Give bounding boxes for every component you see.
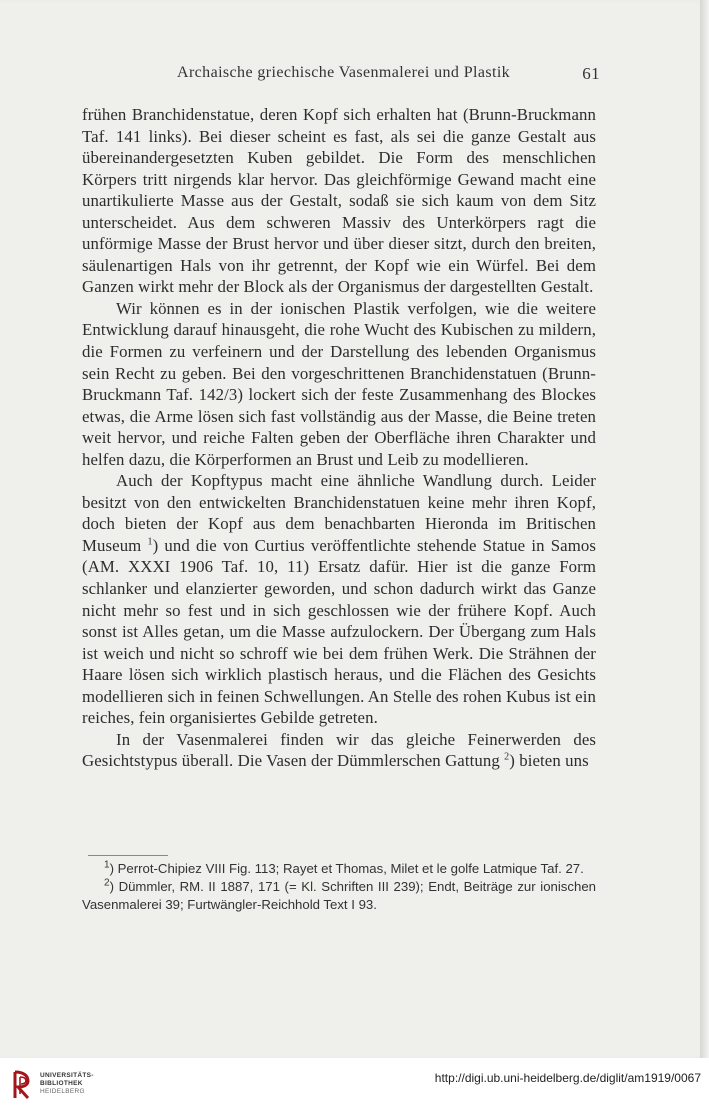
logo-line: UNIVERSITÄTS- xyxy=(40,1072,94,1079)
page-number: 61 xyxy=(582,64,600,83)
paragraph xyxy=(82,298,596,470)
footnote-text: ) Perrot-Chipiez VIII Fig. 113; Rayet et Thomas, Milet et le golfe Latmique Taf. 27. xyxy=(109,861,584,876)
paragraph xyxy=(82,729,596,772)
logo-line: HEIDELBERG xyxy=(40,1088,85,1095)
body-text xyxy=(82,104,596,772)
library-logo-text xyxy=(40,1072,94,1096)
footnote-mark: 1 xyxy=(104,859,110,871)
footnote-ref[interactable]: 2 xyxy=(504,751,510,763)
footnote-divider xyxy=(88,855,168,856)
paragraph xyxy=(82,104,596,298)
footnote-ref[interactable]: 1 xyxy=(147,536,153,548)
footnote-mark: 2 xyxy=(104,877,110,889)
logo-line: BIBLIOTHEK xyxy=(40,1080,83,1087)
footnotes xyxy=(82,860,596,914)
paragraph-text: frühen Branchidenstatue, deren Kopf sich erhalten hat (Brunn-Bruckmann Taf. 141 links). Bei dieser scheint es fast, als sei die ganze Gestalt aus übereinandergesetzten Kuben gebildet. Die Form des menschlichen Körpers tritt nirgends klar hervor. Das gleichförmige Gewand macht eine unartikulierte Masse aus der Gestalt, sodaß sie sich kaum von dem Sitz unterscheidet. Aus dem schweren Massiv des Unterkörpers ragt die unförmige Masse der Brust hervor und über dieser sitzt, durch den breiten, säulenartigen Hals von ihr getrennt, der Kopf wie ein Würfel. Bei dem Ganzen wirkt mehr der Block als der Organismus der dargestellten Gestalt. xyxy=(82,105,596,297)
running-title: Archaische griechische Vasenmalerei und Plastik xyxy=(177,64,511,81)
paragraph-text: Wir können es in der ionischen Plastik verfolgen, wie die weitere Entwicklung darauf hinausgeht, die rohe Wucht des Kubischen zu mildern, die Formen zu verfeinern und der Darstellung des lebenden Organismus sein Recht zu geben. Bei den vorgeschrittenen Branchidenstatuen (Brunn-Bruckmann Taf. 142/3) lockert sich der feste Zusammenhang des Blockes etwas, die Arme lösen sich fast vollständig aus der Masse, die Beine treten weit hervor, und reiche Falten geben der Oberfläche ihren Charakter und helfen dazu, die Körperformen an Brust und Leib zu modellieren. xyxy=(82,298,596,469)
page-edge xyxy=(700,0,709,1058)
running-header xyxy=(82,64,600,88)
permalink-url[interactable]: http://digi.ub.uni-heidelberg.de/diglit/am1919/0067 xyxy=(434,1071,701,1085)
footnote xyxy=(82,878,596,914)
paragraph-text: In der Vasenmalerei finden wir das gleiche Feinerwerden des Gesichtstypus überall. Die Vasen der Dümmlerschen Gattung xyxy=(82,729,596,771)
footnote xyxy=(82,860,596,878)
viewer-footer xyxy=(0,1058,709,1112)
library-logo-icon[interactable] xyxy=(8,1068,36,1102)
paragraph-text: ) bieten uns xyxy=(509,751,589,771)
footnote-text: ) Dümmler, RM. II 1887, 171 (= Kl. Schriften III 239); Endt, Beiträge zur ionischen Vasenmalerei 39; Furtwängler-Reichhold Text I 93. xyxy=(82,879,596,912)
paragraph-text: ) und die von Curtius veröffentlichte stehende Statue in Samos (AM. XXXI 1906 Taf. 10, 11) Ersatz dafür. Hier ist die ganze Form schlanker und elanzierter geworden, und schon dadurch wirkt das Ganze nicht mehr so fest und in sich geschlossen wie der frühere Kopf. Auch sonst ist Alles getan, um die Masse aufzulockern. Der Übergang zum Hals ist weich und nicht so schroff wie bei dem frühen Werk. Die Strähnen der Haare lösen sich wirklich plastisch heraus, und die Flächen des Gesichts modellieren sich in feinen Schwellungen. An Stelle des rohen Kubus ist ein reiches, fein organisiertes Gebilde getreten. xyxy=(82,535,596,728)
paragraph-text: Auch der Kopftypus macht eine ähnliche Wandlung durch. Leider besitzt von den entwickelten Branchidenstatuen keine mehr ihren Kopf, doch bieten der Kopf aus dem benachbarten Hieronda im Britischen Museum xyxy=(82,471,596,555)
paragraph xyxy=(82,470,596,729)
